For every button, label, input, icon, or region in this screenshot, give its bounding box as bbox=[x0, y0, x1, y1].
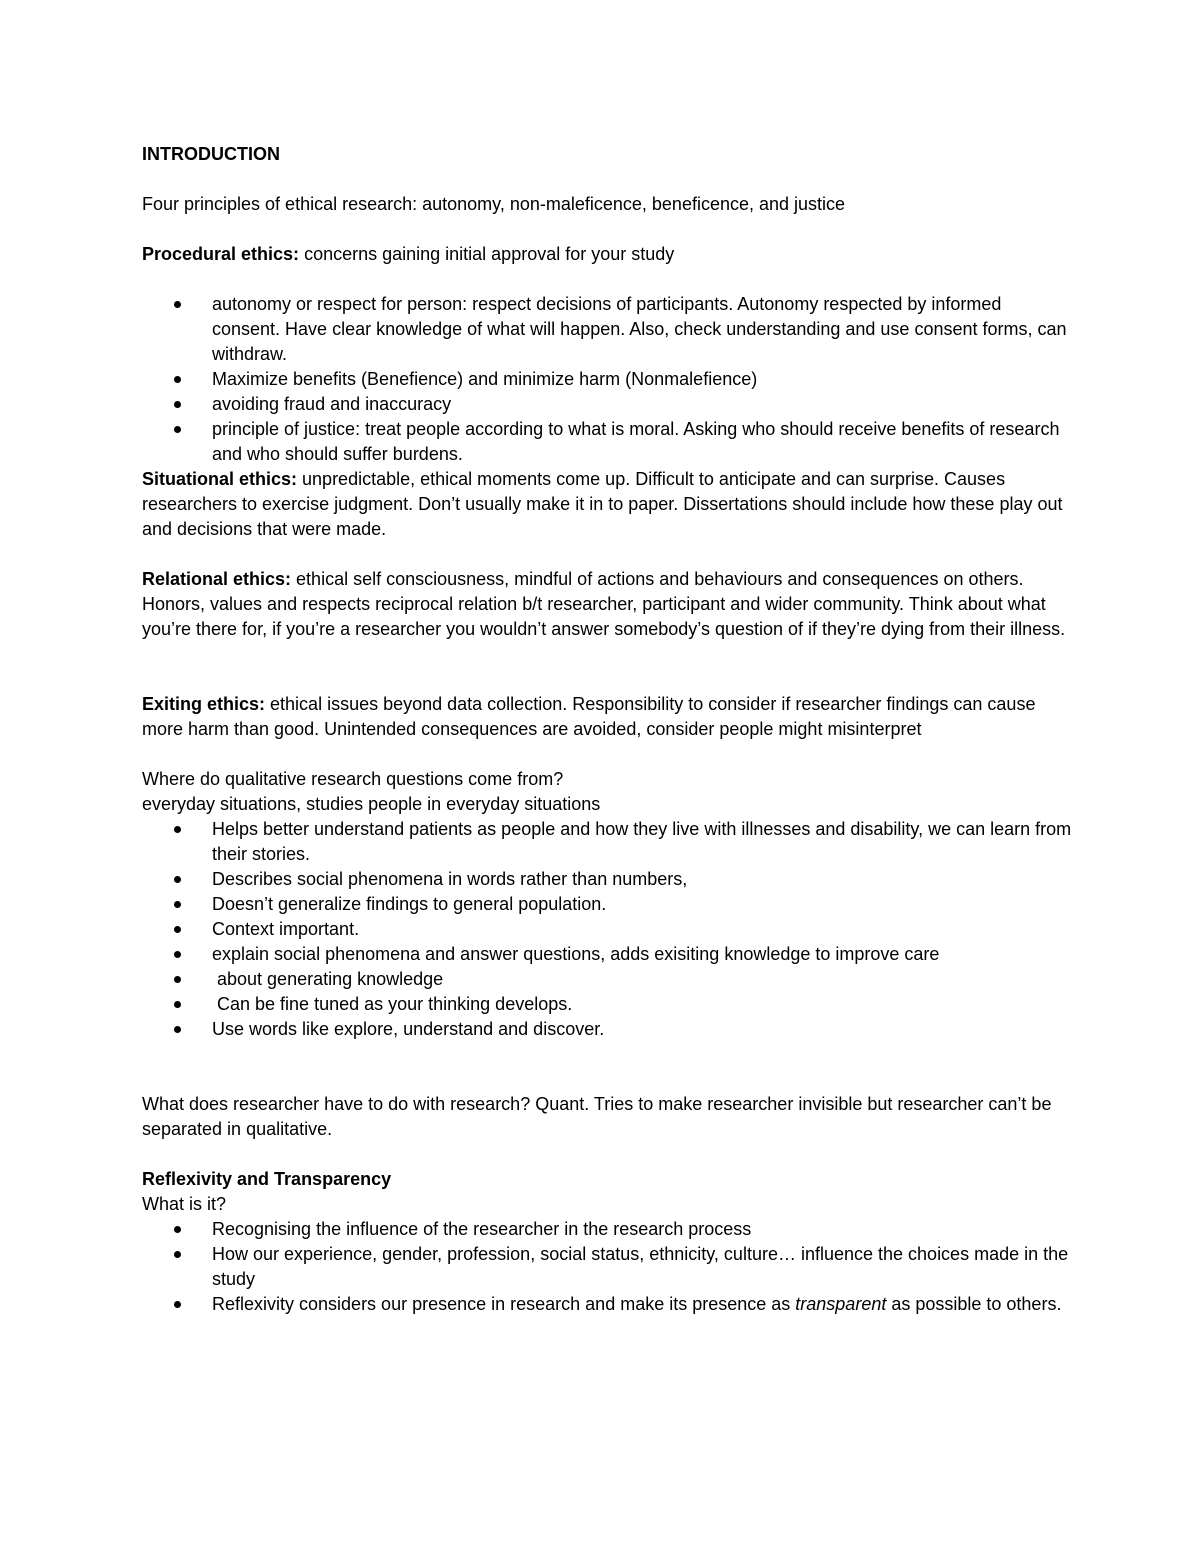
procedural-ethics-text: concerns gaining initial approval for your study bbox=[299, 244, 675, 264]
bullet-icon bbox=[174, 1251, 181, 1258]
list-item: Context important. bbox=[142, 917, 1072, 942]
situational-ethics-text: unpredictable, ethical moments come up. Difficult to anticipate and can surprise. Causes researchers to exercise judgment. Don’t usually make it in to paper. Dissertations should include how these play out and decisions that were made. bbox=[142, 469, 1063, 539]
bullet-icon bbox=[174, 826, 181, 833]
list-item: avoiding fraud and inaccuracy bbox=[142, 392, 1072, 417]
bullet-icon bbox=[174, 876, 181, 883]
bullet-icon bbox=[174, 426, 181, 433]
reflexivity-question: What is it? bbox=[142, 1194, 227, 1214]
list-item: explain social phenomena and answer questions, adds exisiting knowledge to improve care bbox=[142, 942, 1072, 967]
list-item: Use words like explore, understand and discover. bbox=[142, 1017, 1072, 1042]
reflexivity-bullet-list bbox=[142, 1217, 1072, 1317]
questions-subline: everyday situations, studies people in everyday situations bbox=[142, 794, 601, 814]
bullet-icon bbox=[174, 926, 181, 933]
bullet-icon bbox=[174, 376, 181, 383]
researcher-paragraph: What does researcher have to do with research? Quant. Tries to make researcher invisible but researcher can’t be separated in qualitative. bbox=[142, 1094, 1052, 1139]
page-title: INTRODUCTION bbox=[142, 144, 280, 164]
list-item: Helps better understand patients as people and how they live with illnesses and disability, we can learn from their stories. bbox=[142, 817, 1072, 867]
questions-bullet-list bbox=[142, 817, 1072, 1042]
bullet-icon bbox=[174, 301, 181, 308]
questions-heading-line: Where do qualitative research questions come from? bbox=[142, 769, 564, 789]
list-item: Reflexivity considers our presence in research and make its presence as transparent as possible to others. bbox=[142, 1292, 1072, 1317]
principles-line: Four principles of ethical research: autonomy, non-maleficence, beneficence, and justice bbox=[142, 194, 846, 214]
exiting-ethics-text: ethical issues beyond data collection. Responsibility to consider if researcher findings can cause more harm than good. Unintended consequences are avoided, consider people might misinterpret bbox=[142, 694, 1036, 739]
transparent-emphasis: transparent bbox=[795, 1294, 887, 1314]
situational-ethics-paragraph bbox=[142, 467, 1072, 542]
relational-ethics-text: ethical self consciousness, mindful of actions and behaviours and consequences on others. Honors, values and respects reciprocal relation b/t researcher, participant and wider community. Think about what you’re there for, if you’re a researcher you wouldn’t answer somebody’s question of if they’re dying from their illness. bbox=[142, 569, 1066, 639]
list-item: Describes social phenomena in words rather than numbers, bbox=[142, 867, 1072, 892]
procedural-bullet-list bbox=[142, 292, 1072, 467]
list-item: How our experience, gender, profession, social status, ethnicity, culture… influence the choices made in the study bbox=[142, 1242, 1072, 1292]
bullet-icon bbox=[174, 1301, 181, 1308]
bullet-icon bbox=[174, 901, 181, 908]
bullet-icon bbox=[174, 951, 181, 958]
relational-ethics-paragraph bbox=[142, 567, 1072, 642]
procedural-ethics-paragraph bbox=[142, 242, 1072, 267]
exiting-ethics-paragraph bbox=[142, 692, 1072, 742]
bullet-icon bbox=[174, 976, 181, 983]
list-item: Doesn’t generalize findings to general population. bbox=[142, 892, 1072, 917]
list-item: Maximize benefits (Benefience) and minimize harm (Nonmalefience) bbox=[142, 367, 1072, 392]
bullet-icon bbox=[174, 1001, 181, 1008]
list-item: about generating knowledge bbox=[142, 967, 1072, 992]
relational-ethics-label: Relational ethics: bbox=[142, 569, 292, 589]
list-item: autonomy or respect for person: respect decisions of participants. Autonomy respected by informed consent. Have clear knowledge of what will happen. Also, check understanding and use consent forms, can withdraw. bbox=[142, 292, 1072, 367]
list-item: principle of justice: treat people according to what is moral. Asking who should receive benefits of research and who should suffer burdens. bbox=[142, 417, 1072, 467]
reflexivity-heading: Reflexivity and Transparency bbox=[142, 1169, 392, 1189]
list-item: Recognising the influence of the researcher in the research process bbox=[142, 1217, 1072, 1242]
exiting-ethics-label: Exiting ethics: bbox=[142, 694, 266, 714]
bullet-icon bbox=[174, 1026, 181, 1033]
procedural-ethics-label: Procedural ethics: bbox=[142, 244, 300, 264]
situational-ethics-label: Situational ethics: bbox=[142, 469, 298, 489]
bullet-icon bbox=[174, 401, 181, 408]
bullet-icon bbox=[174, 1226, 181, 1233]
list-item: Can be fine tuned as your thinking develops. bbox=[142, 992, 1072, 1017]
document-page bbox=[142, 142, 1072, 1317]
